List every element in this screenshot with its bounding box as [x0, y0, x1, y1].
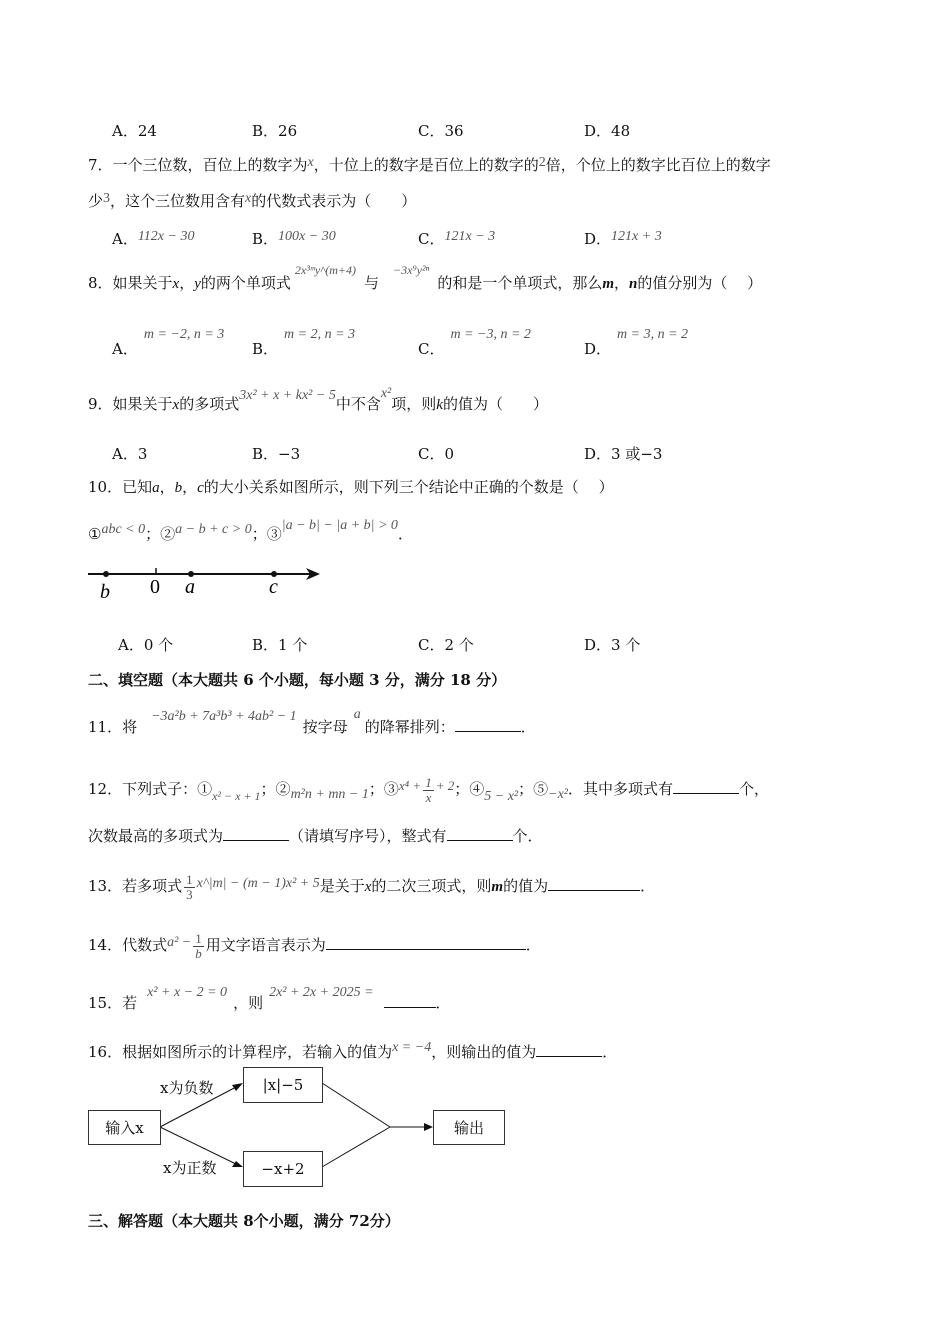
flow-positive-box: −x+2 — [243, 1151, 323, 1187]
q9-polynomial: 3x² + x + kx² − 5 — [239, 388, 336, 403]
q9-option-d: D．3 或−3 — [584, 445, 663, 463]
q10-stem: 10．已知a，b，c的大小关系如图所示，则下列三个结论中正确的个数是（ ） — [88, 478, 614, 496]
q6-option-d: D．48 — [584, 122, 631, 140]
q6-option-a: A．24 — [112, 122, 157, 140]
label-b: b — [100, 581, 110, 603]
q16-stem: 16．根据如图所示的计算程序，若输入的值为x = −4，则输出的值为 ． — [88, 1040, 618, 1061]
q7-text: 7．一个三位数，百位上的数字为 — [88, 156, 308, 174]
label-c: c — [269, 576, 278, 598]
q7-var: x — [245, 191, 252, 206]
q7-var: x — [307, 155, 314, 170]
q9-option-c: C．0 — [418, 445, 455, 463]
q6-option-b: B．26 — [252, 122, 298, 140]
q11-stem: 11．将−3a²b + 7a³b³ + 4ab² − 1按字母a的降幂排列： ． — [88, 707, 536, 736]
q7-text: ，十位上的数字是百位上的数字的 — [313, 156, 539, 174]
q12-line1: 12．下列式子：$①_{x^2 - x + 1}$；②m²n + mn − 1；③x⁴ + $\frac{1}{x}$ + 2；④5 − x²；⑤−x²．其中多项式有 个， — [88, 775, 770, 805]
q8-monomial-1: 2x³ᵐy^(m+4) — [294, 263, 356, 277]
q8-monomial-2: −3x⁹y²ⁿ — [393, 263, 430, 277]
q9-option-b: B．−3 — [252, 445, 301, 463]
label-a: a — [185, 576, 195, 598]
q7-text: ，这个三位数用含有 — [110, 192, 246, 210]
q7-option-c: C．121x − 3 — [418, 229, 496, 248]
q6-option-c: C．36 — [418, 122, 464, 140]
q9-term: x² — [380, 386, 392, 401]
q8-option-d: D．m = 3, n = 2 — [584, 327, 689, 358]
q7-text: 倍，个位上的数字比百位上的数字 — [545, 156, 771, 174]
q7-text: 的代数式表示为（ ） — [251, 192, 417, 210]
q8-option-b: B．m = 2, n = 3 — [252, 327, 356, 358]
q10-option-a: A．0 个 — [118, 636, 174, 654]
q13-stem: 13．若多项式 $\frac{1}{3}$ x^|m| − (m − 1)x² + 5是关于x的二次三项式，则m的值为 ． — [88, 872, 656, 902]
section-heading-solutions: 三、解答题（本大题共 8个小题，满分 72分） — [88, 1212, 400, 1230]
flow-negative-box: |x|−5 — [243, 1067, 323, 1103]
q12-line2: 次数最高的多项式为 （请填写序号），整式有 个． — [88, 827, 543, 845]
q15-stem: 15．若x² + x − 2 = 0，则2x² + 2x + 2025 =． — [88, 985, 451, 1012]
flow-input-box: 输入x — [88, 1110, 161, 1145]
q7-number: 3 — [103, 191, 111, 206]
q14-stem: 14．代数式a² − $\frac{1}{b}$ 用文字语言表示为 ． — [88, 931, 541, 961]
q7-text: 少 — [88, 192, 104, 210]
q7-number: 2 — [538, 155, 546, 170]
q10-option-b: B．1 个 — [252, 636, 308, 654]
q8-stem: 8．如果关于x，y的两个单项式$^{2x^3ᵐy\^{}(m+4)}$与$^{-3x^9y^{2n}}$的和是一个单项式，那么m，n的值分别为（ ） — [88, 263, 763, 292]
q10-conclusions: ①abc < 0；②a − b + c > 0；③|a − b| − |a + b| > 0． — [88, 518, 413, 543]
q7-option-a: A．112x − 30 — [112, 229, 195, 248]
flow-output-box: 输出 — [433, 1110, 505, 1145]
flow-positive-label: x为正数 — [163, 1159, 217, 1177]
q10-option-d: D．3 个 — [584, 636, 641, 654]
label-zero: 0 — [150, 576, 160, 598]
q8-option-c: C．m = −3, n = 2 — [418, 327, 531, 358]
q7-option-d: D．121x + 3 — [584, 229, 662, 248]
q9-option-a: A．3 — [112, 445, 148, 463]
q9-stem: 9．如果关于x的多项式3x² + x + kx² − 5中不含x²项，则k的值为（ ） — [88, 386, 548, 413]
section-heading-fill-in: 二、填空题（本大题共 6 个小题，每小题 3 分，满分 18 分） — [88, 671, 507, 689]
flow-negative-label: x为负数 — [160, 1079, 214, 1097]
q7-option-b: B．100x − 30 — [252, 229, 336, 248]
q8-option-a: A．m = −2, n = 3 — [112, 327, 225, 358]
q10-option-c: C．2 个 — [418, 636, 474, 654]
